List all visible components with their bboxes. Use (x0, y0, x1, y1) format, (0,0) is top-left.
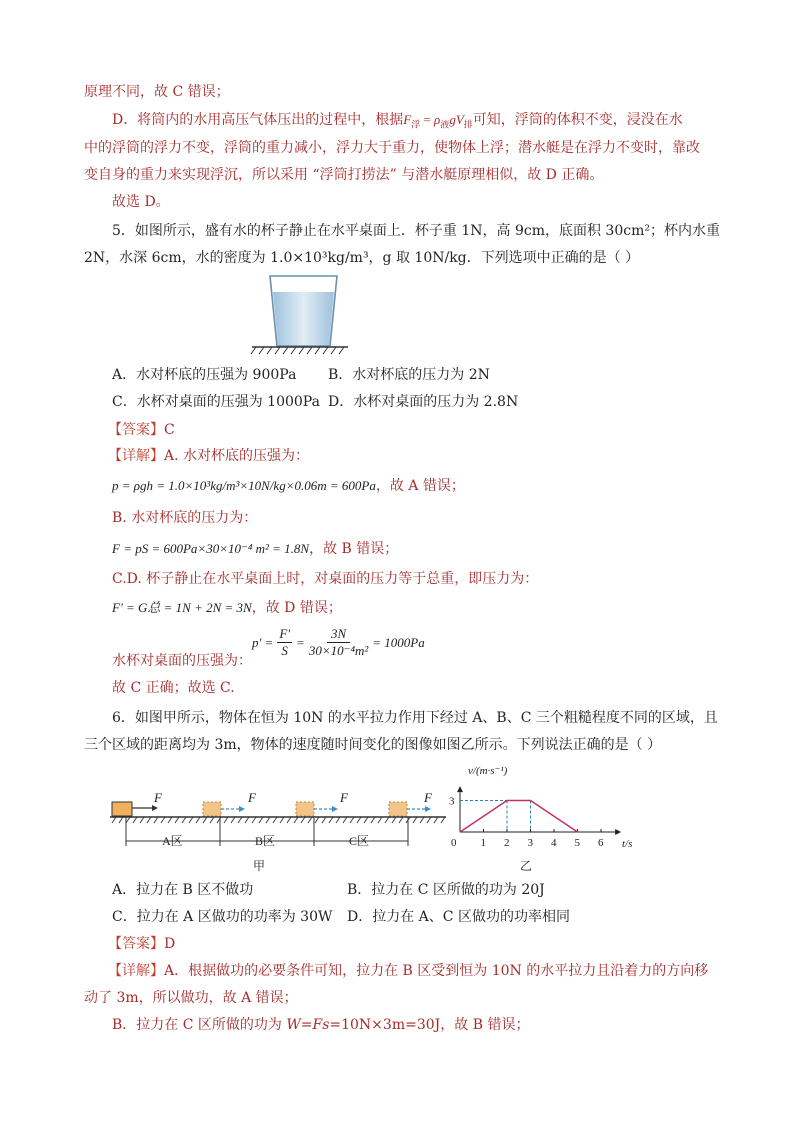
text-segment: D．将筒内的水用高压气体压出的过程中，根据 (112, 112, 404, 128)
formula-table-pressure (252, 626, 425, 659)
option-a: A．水对杯底的压强为 900Pa (112, 367, 297, 383)
answer-value: C (164, 422, 175, 438)
data-point (577, 831, 578, 832)
chart-ticks (449, 796, 604, 850)
text-line (112, 110, 683, 135)
answer-line (108, 420, 175, 440)
chart-guides (460, 801, 531, 833)
question-6-stem: 6．如图甲所示，物体在恒为 10N 的水平拉力作用下经过 A、B、C 三个粗糙程度不同的区域，且 (112, 710, 718, 726)
formula-tail: ，故 A 错误； (375, 478, 465, 494)
arrow-head (239, 806, 245, 812)
formula-pressure: p = ρgh = 1.0×10³kg/m³×10N/kg×0.06m = 600Pa (112, 478, 376, 493)
option-c: C．水杯对桌面的压强为 1000Pa (112, 394, 320, 410)
figure-caption-jia: 甲 (253, 859, 266, 873)
option-d: D．水杯对桌面的压力为 2.8N (328, 394, 519, 410)
text-line: 中的浮筒的浮力不变，浮筒的重力减小，浮力大于重力，使物体上浮；潜水艇是在浮力不变时，靠改 (84, 140, 700, 156)
question-5-stem: 5．如图所示，盛有水的杯子静止在水平桌面上．杯子重 1N，高 9cm，底面积 30cm²；杯内水重 (112, 223, 720, 239)
force-label: F (424, 790, 432, 805)
formula-tail: ，故 B 错误； (309, 541, 399, 557)
y-tick-label: 3 (449, 795, 455, 808)
detail-text: 故 C 正确；故选 C. (112, 680, 235, 696)
fraction-den: S (281, 643, 288, 658)
block-ghost (296, 802, 314, 816)
formula-equals: = (296, 634, 305, 650)
detail-line (108, 446, 309, 466)
x-tick-label: 2 (504, 837, 510, 849)
fraction-den: 30×10⁻⁴m² (308, 643, 369, 658)
text-segment: 可知，浮筒的体积不变，浸没在水 (472, 112, 683, 128)
chart-series (459, 800, 578, 833)
formula-work: W=Fs (286, 1017, 330, 1033)
zone-label-b: B区 (255, 834, 276, 848)
x-tick-label: 6 (598, 837, 604, 849)
ground-hatching (112, 817, 445, 823)
x-tick-label: 4 (551, 837, 557, 849)
detail-tag: 【详解】 (108, 963, 164, 979)
fraction-force-area (277, 626, 292, 659)
detail-text: 动了 3m，所以做功，故 A 错误； (84, 990, 298, 1006)
text-line: 原理不同，故 C 错误； (84, 84, 230, 100)
detail-text: C.D. 杯子静止在水平桌面上时，对桌面的压力等于总重，即压力为： (112, 571, 539, 587)
option-a: A．拉力在 B 区不做功 (112, 882, 254, 898)
data-point (459, 831, 460, 832)
y-axis-arrow (457, 786, 463, 792)
fraction-num: 3N (327, 626, 350, 643)
force-label: F (248, 790, 256, 805)
option-d: D．拉力在 A、C 区做功的功率相同 (347, 909, 570, 925)
block-ghost (203, 802, 221, 816)
formula-total-force: F' = G总 = 1N + 2N = 3N (112, 600, 252, 615)
question-5-stem: 2N，水深 6cm，水的密度为 1.0×10³kg/m³，g 取 10N/kg．下列选项中正确的是（ ） (84, 250, 640, 266)
answer-value: D (164, 936, 176, 952)
formula-line (112, 539, 398, 559)
fraction-num: F' (279, 626, 291, 641)
detail-text: A. 水对杯底的压强为： (164, 448, 310, 464)
x-axis-label: t/s (622, 838, 633, 850)
option-c: C．拉力在 A 区做功的功率为 30W (112, 909, 333, 925)
arrow-head (152, 805, 158, 811)
velocity-line (460, 801, 578, 833)
force-label: F (154, 790, 162, 805)
detail-text: =10N×3m=30J，故 B 错误； (329, 1017, 530, 1033)
table-hatching (251, 347, 344, 354)
fraction-values (309, 626, 368, 659)
detail-text: B．拉力在 C 区所做的功为 (112, 1017, 287, 1033)
data-point (530, 800, 531, 801)
figure-caption-yi: 乙 (520, 859, 533, 873)
detail-text: A．根据做功的必要条件可知，拉力在 B 区受到恒为 10N 的水平拉力且沿着力的方向移 (164, 963, 709, 979)
answer-tag: 【答案】 (108, 422, 164, 438)
formula-line (112, 598, 342, 618)
cup-figure (250, 272, 350, 356)
arrow-head (332, 806, 338, 812)
formula-force: F = pS = 600Pa×30×10⁻⁴ m² = 1.8N (112, 541, 310, 556)
detail-text: B. 水对杯底的压力为： (112, 510, 258, 526)
force-label: F (340, 790, 348, 805)
option-b: B．水对杯底的压力为 2N (328, 367, 490, 383)
formula-line (112, 476, 465, 496)
x-tick-label: 5 (574, 837, 580, 849)
y-axis-label: v/(m·s⁻¹) (468, 765, 508, 777)
detail-tag: 【详解】 (108, 448, 164, 464)
x-tick-label: 1 (480, 837, 486, 849)
question-6-stem: 三个区域的距离均为 3m，物体的速度随时间变化的图像如图乙所示。下列说法正确的是（ ） (84, 737, 662, 753)
formula-tail: ，故 D 错误； (251, 600, 342, 616)
answer-tag: 【答案】 (108, 936, 164, 952)
detail-line (112, 1015, 529, 1035)
figure-jia (106, 770, 451, 880)
data-point (506, 800, 507, 801)
text-line: 变自身的重力来实现浮沉，所以采用 “浮筒打捞法” 与潜水艇原理相似，故 D 正确。 (84, 167, 604, 183)
formula-result: = 1000Pa (372, 634, 425, 650)
text-line: 故选 D。 (112, 194, 170, 210)
zone-label-c: C区 (349, 834, 370, 848)
cup-water (273, 292, 334, 346)
x-axis-arrow (615, 829, 621, 835)
x-tick-label: 3 (527, 837, 533, 849)
arrow-head (425, 806, 431, 812)
answer-line (108, 934, 175, 954)
block-ghost (389, 802, 407, 816)
buoyancy-formula: $F_浮 = \rho_液gV_排$ (403, 112, 473, 130)
zone-label-a: A区 (162, 834, 183, 848)
chart-axes (457, 786, 621, 835)
detail-text: 水杯对桌面的压强为： (112, 653, 252, 669)
formula-left: p' = (252, 634, 274, 650)
x-tick-label: 0 (451, 837, 457, 849)
option-b: B．拉力在 C 区所做的功为 20J (347, 882, 545, 898)
detail-line (108, 961, 708, 981)
velocity-time-chart (440, 760, 650, 880)
block-start (112, 802, 132, 816)
